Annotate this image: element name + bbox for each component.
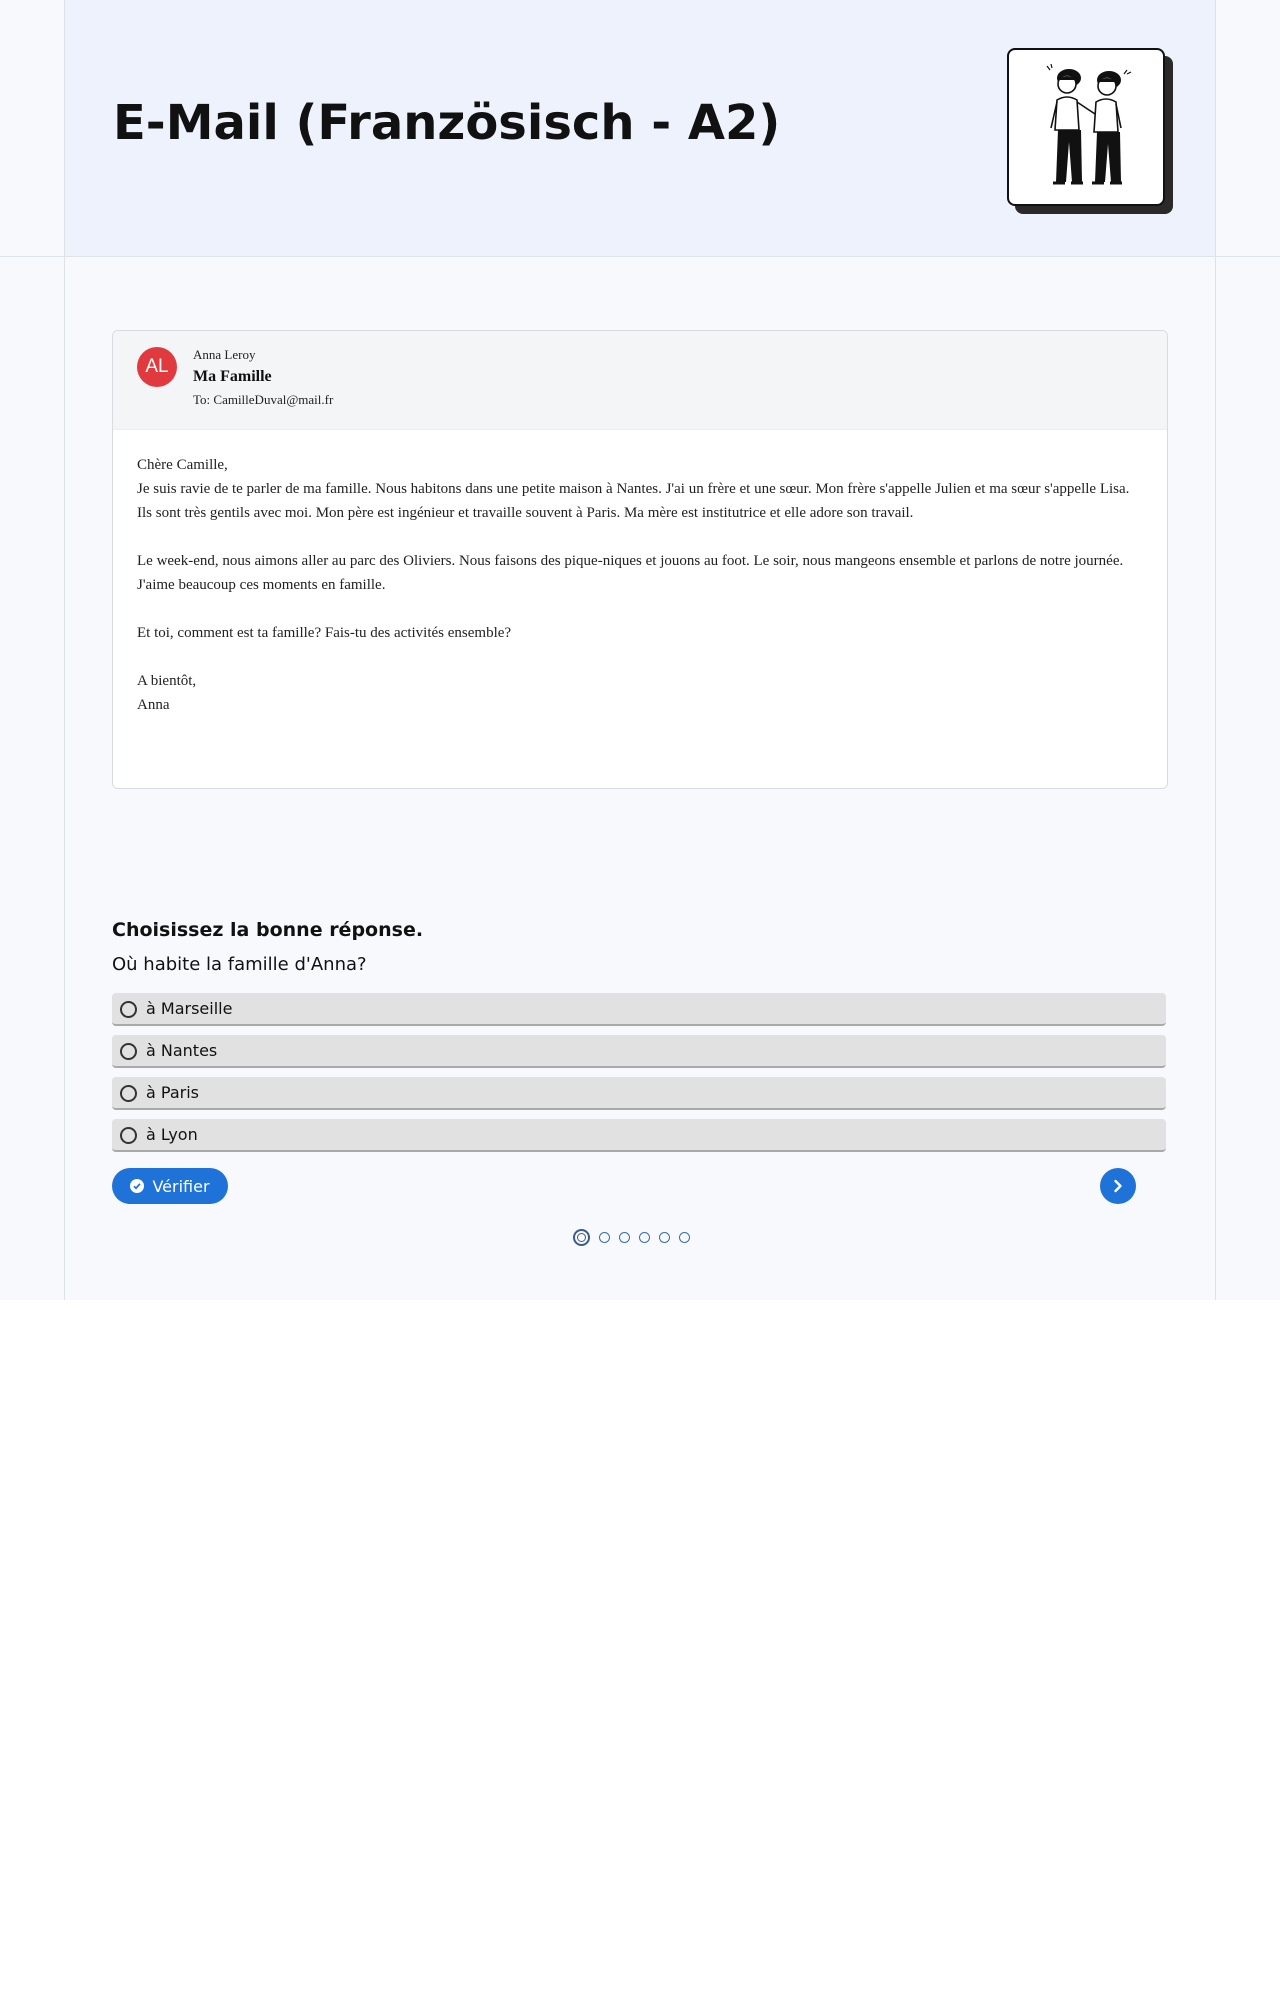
email-recipient: To: CamilleDuval@mail.fr xyxy=(193,392,334,407)
quiz-instruction: Choisissez la bonne réponse. xyxy=(112,919,424,941)
answer-option-label: à Marseille xyxy=(146,999,233,1018)
email-paragraph: Et toi, comment est ta famille? Fais-tu des activités ensemble? xyxy=(137,625,512,641)
email-paragraph: Je suis ravie de te parler de ma famille. Nous habitons dans une petite maison à Nantes. J'ai un frère et une sœur. Mon frère s'appelle Julien et ma sœur s'appelle Lisa. Ils sont très gentils avec moi. Mon père est ingénieur et travaille souvent à Paris. Ma mère est institutrice et elle adore son travail. xyxy=(137,481,1130,521)
radio-button[interactable] xyxy=(120,1127,137,1144)
avatar: AL xyxy=(137,347,177,387)
pagination-dot[interactable] xyxy=(639,1232,650,1243)
pagination-dot[interactable] xyxy=(619,1232,630,1243)
quiz-question: Où habite la famille d'Anna? xyxy=(112,954,367,975)
pagination-dot-current[interactable] xyxy=(573,1229,590,1246)
pagination xyxy=(573,1227,690,1247)
email-sender: Anna Leroy xyxy=(193,347,256,362)
answer-option[interactable] xyxy=(112,993,1166,1026)
answer-option[interactable] xyxy=(112,1077,1166,1110)
answer-option-label: à Lyon xyxy=(146,1125,198,1144)
email-body xyxy=(137,453,1147,717)
verify-button[interactable] xyxy=(112,1168,228,1204)
header-illustration xyxy=(1007,48,1165,206)
two-people-icon xyxy=(1007,48,1165,206)
pagination-dot[interactable] xyxy=(659,1232,670,1243)
radio-button[interactable] xyxy=(120,1001,137,1018)
chevron-right-icon xyxy=(1112,1179,1124,1193)
verify-button-label: Vérifier xyxy=(152,1176,210,1196)
email-closing: A bientôt, xyxy=(137,673,197,689)
email-card xyxy=(112,330,1168,789)
email-signature: Anna xyxy=(137,697,170,713)
email-subject: Ma Famille xyxy=(193,368,272,385)
pagination-dot[interactable] xyxy=(599,1232,610,1243)
container-border-right xyxy=(1215,0,1216,1300)
answer-option-label: à Nantes xyxy=(146,1041,218,1060)
email-paragraph: Le week-end, nous aimons aller au parc des Oliviers. Nous faisons des pique-niques et jouons au foot. Le soir, nous mangeons ensemble et parlons de notre journée. J'aime beaucoup ces moments en famille. xyxy=(137,553,1124,593)
answer-option[interactable] xyxy=(112,1035,1166,1068)
answer-option[interactable] xyxy=(112,1119,1166,1152)
page-header xyxy=(65,0,1215,256)
pagination-dot[interactable] xyxy=(679,1232,690,1243)
page-title: E-Mail (Französisch - A2) xyxy=(113,95,781,151)
radio-button[interactable] xyxy=(120,1085,137,1102)
next-button[interactable] xyxy=(1100,1168,1136,1204)
email-greeting: Chère Camille, xyxy=(137,457,228,473)
email-header xyxy=(113,331,1167,430)
radio-button[interactable] xyxy=(120,1043,137,1060)
answer-option-label: à Paris xyxy=(146,1083,199,1102)
check-circle-icon xyxy=(130,1179,144,1193)
